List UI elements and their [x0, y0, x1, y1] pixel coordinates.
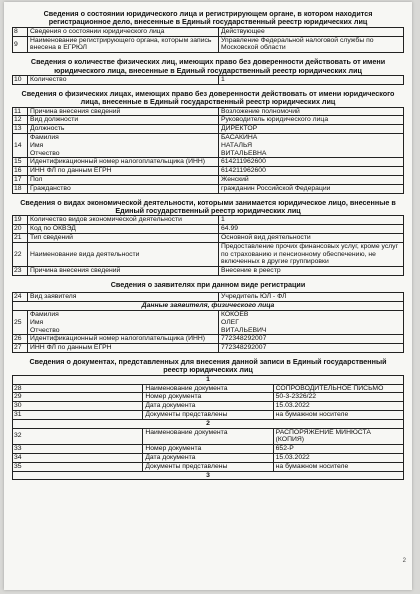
table-row — [13, 310, 404, 334]
table-row — [13, 293, 404, 302]
row-value: 15.03.2022 — [273, 402, 403, 411]
row-value: 50-3-2326/22 — [273, 393, 403, 402]
row-number: 17 — [13, 176, 28, 185]
table-row — [13, 27, 404, 36]
row-label: Гражданство — [28, 184, 219, 193]
section-title-activities: Сведения о видах экономической деятельности, которыми занимается юридическое лицо, внесенные в Единый государственный реестр юридических лиц — [20, 197, 396, 215]
table-row — [13, 134, 404, 158]
section-title-status: Сведения о состоянии юридического лица и регистрирующем органе, в котором находится регистрационное дело, внесенные в Единый государственный реестр юридических лиц — [43, 9, 373, 27]
row-label: Наименование документа — [143, 384, 273, 393]
row-number: 31 — [13, 410, 143, 419]
table-row — [13, 125, 404, 134]
value-surname: БАСАКИНА — [221, 134, 258, 142]
table-applicants — [12, 292, 404, 353]
row-value: ДИРЕКТОР — [219, 125, 404, 134]
row-label: Наименование регистрирующего органа, которым запись внесена в ЕГРЮЛ — [28, 36, 219, 53]
table-row — [13, 158, 404, 167]
row-label: Количество — [28, 76, 219, 85]
row-number: 18 — [13, 184, 28, 193]
row-number: 8 — [13, 27, 28, 36]
row-label: Сведения о состоянии юридического лица — [28, 27, 219, 36]
row-label: Причина внесения сведений — [28, 107, 219, 116]
row-value: Внесение в реестр — [219, 267, 404, 276]
row-value: Основной вид деятельности — [219, 234, 404, 243]
document-body — [12, 10, 404, 480]
row-value: гражданин Российской Федерации — [219, 184, 404, 193]
row-number: 15 — [13, 158, 28, 167]
table-row — [13, 116, 404, 125]
table-row — [13, 225, 404, 234]
label-name: Имя — [30, 141, 44, 149]
row-number: 27 — [13, 344, 28, 353]
row-value: 64.99 — [219, 225, 404, 234]
row-value: Действующее — [219, 27, 404, 36]
table-row — [13, 184, 404, 193]
document-number-row — [13, 471, 404, 480]
document-index: 2 — [13, 419, 404, 428]
row-label: Номер документа — [143, 445, 273, 454]
row-number: 20 — [13, 225, 28, 234]
row-label: Номер документа — [143, 393, 273, 402]
section-title-persons: Сведения о физических лицах, имеющих право без доверенности действовать от имени юридического лица, внесенные в Единый государственный реестр юридических лиц — [21, 88, 395, 107]
row-value: на бумажном носителе — [273, 462, 403, 471]
row-number: 13 — [13, 125, 28, 134]
row-number: 11 — [13, 107, 28, 116]
row-label: ИНН ФЛ по данным ЕГРН — [28, 344, 219, 353]
document-page — [4, 2, 412, 590]
row-number: 24 — [13, 293, 28, 302]
row-number: 12 — [13, 116, 28, 125]
value-patronymic: ВИТАЛЬЕВНА — [221, 149, 267, 157]
table-row — [13, 107, 404, 116]
value-patronymic: ВИТАЛЬЕВИЧ — [221, 326, 267, 334]
table-row — [13, 393, 404, 402]
table-row — [13, 428, 404, 445]
row-label-fio — [28, 310, 219, 334]
row-number: 23 — [13, 267, 28, 276]
row-value: Возложение полномочий — [219, 107, 404, 116]
row-label: Пол — [28, 176, 219, 185]
section-title-documents: Сведения о документах, представленных для внесения данной записи в Единый государственный реестр юридических лиц — [29, 356, 387, 375]
row-number: 10 — [13, 76, 28, 85]
table-row — [13, 402, 404, 411]
row-label: Идентификационный номер налогоплательщика (ИНН) — [28, 158, 219, 167]
row-label: Дата документа — [143, 402, 273, 411]
label-surname: Фамилия — [30, 310, 59, 318]
row-value: 15.03.2022 — [273, 453, 403, 462]
row-number: 19 — [13, 216, 28, 225]
row-label: Количество видов экономической деятельности — [28, 216, 219, 225]
row-value: РАСПОРЯЖЕНИЕ МИНЮСТА (КОПИЯ) — [273, 428, 403, 445]
row-number: 28 — [13, 384, 143, 393]
table-row — [13, 335, 404, 344]
row-number: 14 — [13, 134, 28, 158]
row-value: 652-Р — [273, 445, 403, 454]
label-patronymic: Отчество — [30, 326, 60, 334]
row-value: 614211962600 — [219, 167, 404, 176]
row-number: 33 — [13, 445, 143, 454]
row-value: Руководитель юридического лица — [219, 116, 404, 125]
row-label: Вид должности — [28, 116, 219, 125]
row-label: Дата документа — [143, 453, 273, 462]
row-number: 32 — [13, 428, 143, 445]
row-label: Причина внесения сведений — [28, 267, 219, 276]
label-surname: Фамилия — [30, 134, 59, 142]
document-index: 3 — [13, 471, 404, 480]
table-row — [13, 76, 404, 85]
row-label: Вид заявителя — [28, 293, 219, 302]
table-row — [13, 167, 404, 176]
row-label-fio — [28, 134, 219, 158]
value-name: НАТАЛЬЯ — [221, 141, 253, 149]
row-value-fio — [219, 310, 404, 334]
row-value: 1 — [219, 76, 404, 85]
row-number: 26 — [13, 335, 28, 344]
document-number-row — [13, 419, 404, 428]
table-row — [13, 384, 404, 393]
row-label: Документы представлены — [143, 410, 273, 419]
row-number: 29 — [13, 393, 143, 402]
row-number: 35 — [13, 462, 143, 471]
row-value: 772348292007 — [219, 335, 404, 344]
row-label: Тип сведений — [28, 234, 219, 243]
table-persons — [12, 107, 404, 194]
row-number: 25 — [13, 310, 28, 334]
section-title-applicants: Сведения о заявителях при данном виде регистрации — [110, 279, 306, 289]
row-value: Предоставление прочих финансовых услуг, кроме услуг по страхованию и пенсионному обеспечению, не включенных в другие группировки — [219, 242, 404, 266]
label-patronymic: Отчество — [30, 149, 60, 157]
table-row — [13, 36, 404, 53]
value-surname: КОКОЕВ — [221, 310, 249, 318]
section-title-persons-count: Сведения о количестве физических лиц, имеющих право без доверенности действовать от имени юридического лица, внесенные в Единый государственный реестр юридических лиц — [30, 57, 386, 75]
row-value: Управление Федеральной налоговой службы по Московской области — [219, 36, 404, 53]
table-row — [13, 462, 404, 471]
row-number: 21 — [13, 234, 28, 243]
row-label: Документы представлены — [143, 462, 273, 471]
row-value-fio — [219, 134, 404, 158]
row-value: 1 — [219, 216, 404, 225]
table-row — [13, 234, 404, 243]
row-number: 22 — [13, 242, 28, 266]
table-activities — [12, 215, 404, 276]
table-row — [13, 267, 404, 276]
value-name: ОЛЕГ — [221, 318, 239, 326]
row-number: 16 — [13, 167, 28, 176]
table-row — [13, 410, 404, 419]
row-number: 9 — [13, 36, 28, 53]
row-value: на бумажном носителе — [273, 410, 403, 419]
applicant-subtitle: Данные заявителя, физического лица — [13, 302, 404, 311]
row-value: СОПРОВОДИТЕЛЬНОЕ ПИСЬМО — [273, 384, 403, 393]
row-value: 614211962600 — [219, 158, 404, 167]
row-value: Учредитель ЮЛ - ФЛ — [219, 293, 404, 302]
table-row — [13, 216, 404, 225]
row-label: Код по ОКВЭД — [28, 225, 219, 234]
table-row — [13, 344, 404, 353]
table-row — [13, 453, 404, 462]
row-label: Идентификационный номер налогоплательщика (ИНН) — [28, 335, 219, 344]
row-number: 30 — [13, 402, 143, 411]
label-name: Имя — [30, 318, 44, 326]
row-label: Наименование вида деятельности — [28, 242, 219, 266]
row-number: 34 — [13, 453, 143, 462]
row-label: Наименование документа — [143, 428, 273, 445]
table-row — [13, 445, 404, 454]
page-number: 2 — [402, 558, 406, 564]
row-value: 772348292007 — [219, 344, 404, 353]
table-persons-count — [12, 75, 404, 85]
row-label: Должность — [28, 125, 219, 134]
row-value: Женский — [219, 176, 404, 185]
row-label: ИНН ФЛ по данным ЕГРН — [28, 167, 219, 176]
document-number-row — [13, 375, 404, 384]
table-documents — [12, 375, 404, 481]
table-status — [12, 27, 404, 53]
table-row — [13, 176, 404, 185]
table-row — [13, 242, 404, 266]
table-subheader-row — [13, 302, 404, 311]
document-index: 1 — [13, 375, 404, 384]
